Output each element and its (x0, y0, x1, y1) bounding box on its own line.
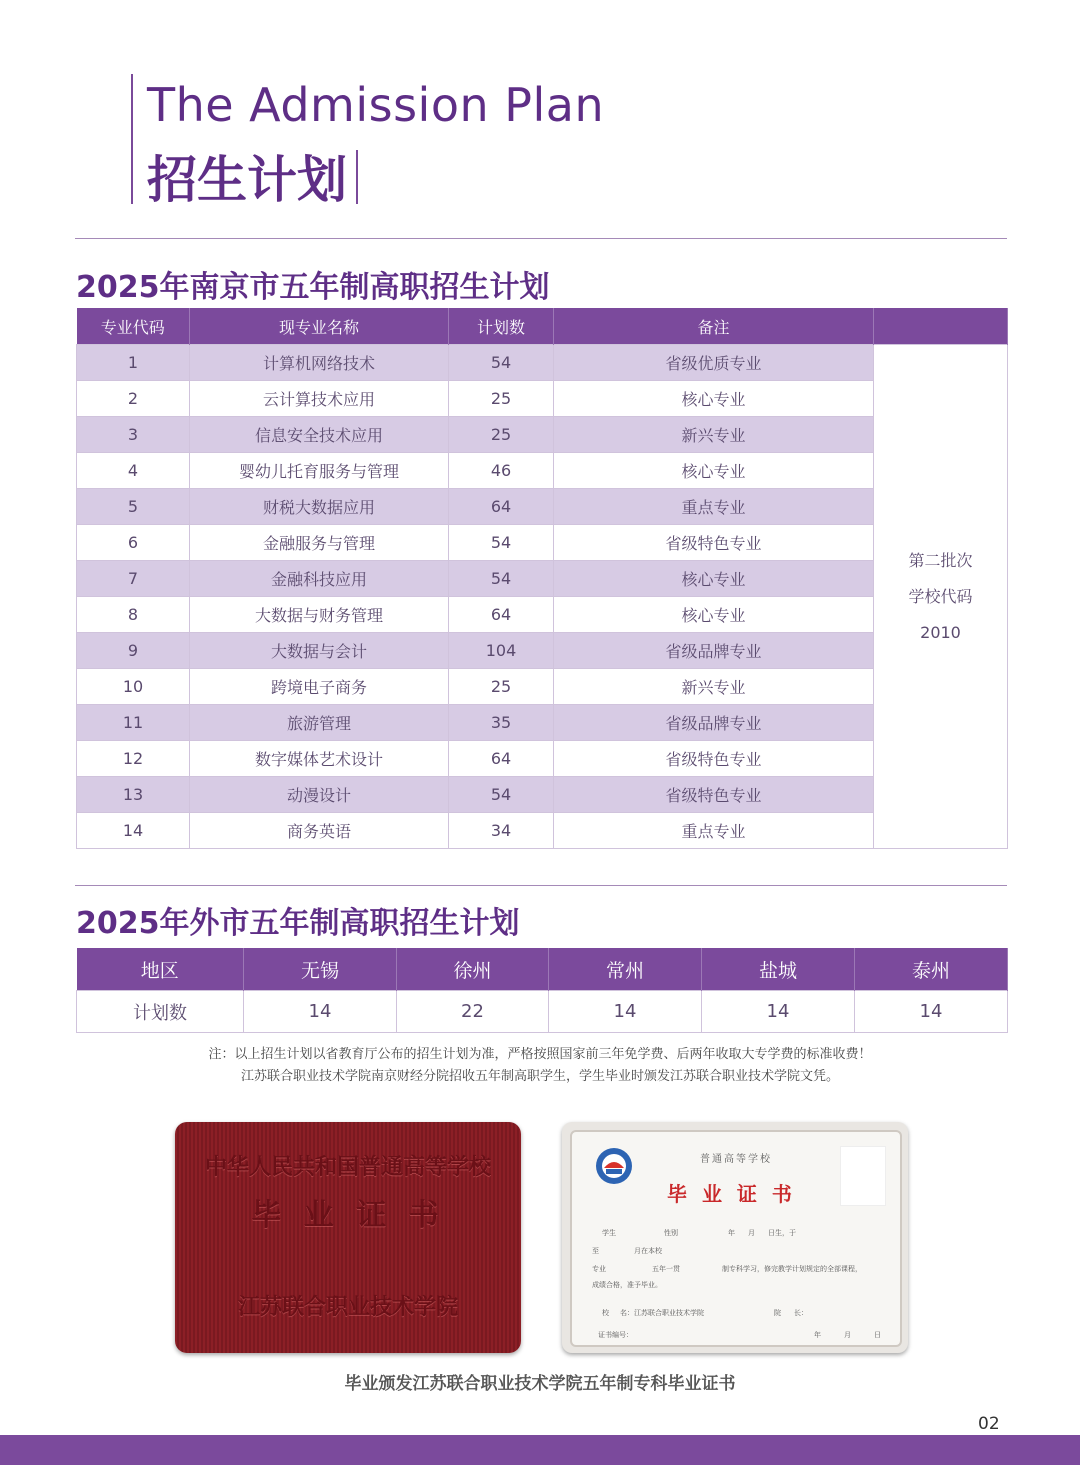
remark-cell: 省级特色专业 (554, 525, 874, 561)
school-emblem-icon (594, 1146, 634, 1186)
plan-count-cell: 54 (449, 561, 554, 597)
region-count-xuzhou: 22 (397, 991, 549, 1033)
remark-cell: 省级特色专业 (554, 777, 874, 813)
cert-year-label: 年 (728, 1229, 735, 1237)
title-accent-bar (131, 74, 133, 204)
cert-head-label: 院 (774, 1309, 781, 1317)
table-row (77, 453, 1008, 489)
region-name-wuxi: 无锡 (244, 948, 397, 991)
major-name-cell: 商务英语 (190, 813, 449, 849)
cert-study-text: 制专科学习，修完教学计划规定的全部课程， (722, 1265, 862, 1273)
cert-head-suffix: 长： (794, 1309, 808, 1317)
page-title-en: The Admission Plan (147, 78, 605, 132)
cert-cover-line-1: 中华人民共和国普通高等学校 (204, 1154, 491, 1180)
major-code-cell: 13 (77, 777, 190, 813)
nanjing-plan-body (77, 345, 1008, 849)
cert-inner-header: 普通高等学校 (700, 1154, 772, 1165)
remark-cell: 省级品牌专业 (554, 705, 874, 741)
cert-gender-label: 性别 (664, 1229, 678, 1237)
major-name-cell: 数字媒体艺术设计 (190, 741, 449, 777)
remark-cell: 省级特色专业 (554, 741, 874, 777)
region-header-row (77, 948, 1008, 991)
cert-duration: 五年一贯 (652, 1265, 680, 1273)
photo-placeholder (840, 1146, 886, 1206)
region-name-changzhou: 常州 (549, 948, 702, 991)
batch-note-school-code: 2010 (920, 622, 961, 642)
plan-count-cell: 54 (449, 777, 554, 813)
nanjing-plan-title: 2025年南京市五年制高职招生计划 (76, 270, 550, 305)
table-row (77, 561, 1008, 597)
cert-issue-day: 日 (874, 1331, 881, 1339)
plan-count-cell: 46 (449, 453, 554, 489)
certificate-red-cover (175, 1122, 521, 1353)
page-title-cn: 招生计划 (147, 151, 347, 209)
major-code-cell: 5 (77, 489, 190, 525)
plan-count-cell: 54 (449, 525, 554, 561)
col-header-note: 备注 (554, 308, 874, 345)
plan-count-cell: 54 (449, 345, 554, 381)
region-count-wuxi: 14 (244, 991, 397, 1033)
table-row (77, 489, 1008, 525)
major-name-cell: 大数据与财务管理 (190, 597, 449, 633)
col-header-code: 专业代码 (77, 308, 190, 345)
region-label: 地区 (77, 948, 244, 991)
cert-cover-line-2: 毕 业 证 书 (251, 1198, 445, 1233)
major-code-cell: 6 (77, 525, 190, 561)
plan-count-cell: 34 (449, 813, 554, 849)
major-code-cell: 11 (77, 705, 190, 741)
plan-count-cell: 64 (449, 489, 554, 525)
major-code-cell: 14 (77, 813, 190, 849)
page-number: 02 (978, 1414, 1000, 1434)
region-count-row (77, 991, 1008, 1033)
plan-count-cell: 25 (449, 381, 554, 417)
major-code-cell: 10 (77, 669, 190, 705)
plan-count-cell: 104 (449, 633, 554, 669)
remark-cell: 核心专业 (554, 453, 874, 489)
major-code-cell: 9 (77, 633, 190, 669)
footnote-line-1: 注：以上招生计划以省教育厅公布的招生计划为准，严格按照国家前三年免学费、后两年收取大专学费的标准收费！ (208, 1047, 872, 1062)
major-name-cell: 跨境电子商务 (190, 669, 449, 705)
cert-number-label: 证书编号： (598, 1331, 633, 1339)
cert-month-label: 月 (748, 1229, 755, 1237)
table-row (77, 525, 1008, 561)
remark-cell: 新兴专业 (554, 417, 874, 453)
table-row (77, 381, 1008, 417)
plan-count-cell: 64 (449, 741, 554, 777)
col-header-name: 现专业名称 (190, 308, 449, 345)
region-count-changzhou: 14 (549, 991, 702, 1033)
section-divider-other (75, 885, 1007, 886)
remark-cell: 省级优质专业 (554, 345, 874, 381)
region-name-xuzhou: 徐州 (397, 948, 549, 991)
count-label: 计划数 (77, 991, 244, 1033)
certificate-caption: 毕业颁发江苏联合职业技术学院五年制专科毕业证书 (344, 1374, 736, 1394)
major-code-cell: 3 (77, 417, 190, 453)
table-row (77, 741, 1008, 777)
section-divider-nanjing (75, 238, 1007, 239)
major-name-cell: 婴幼儿托育服务与管理 (190, 453, 449, 489)
major-name-cell: 计算机网络技术 (190, 345, 449, 381)
certificate-inner-border (570, 1130, 902, 1347)
remark-cell: 重点专业 (554, 489, 874, 525)
cert-issue-month: 月 (844, 1331, 851, 1339)
nanjing-plan-table (76, 308, 1008, 849)
major-name-cell: 财税大数据应用 (190, 489, 449, 525)
table-header-row (77, 308, 1008, 345)
footer-bar (0, 1435, 1080, 1465)
cert-born-label: 日生，于 (768, 1229, 796, 1237)
region-count-yancheng: 14 (702, 991, 855, 1033)
plan-count-cell: 35 (449, 705, 554, 741)
title-cursor-bar (356, 150, 358, 204)
footnote-line-2: 江苏联合职业技术学院南京财经分院招收五年制高职学生，学生毕业时颁发江苏联合职业技术学院文凭。 (240, 1069, 839, 1084)
remark-cell: 新兴专业 (554, 669, 874, 705)
plan-count-cell: 25 (449, 669, 554, 705)
table-row (77, 669, 1008, 705)
table-row (77, 417, 1008, 453)
cert-major-label: 专业 (592, 1265, 606, 1273)
remark-cell: 核心专业 (554, 381, 874, 417)
certificate-inner-page (562, 1122, 908, 1353)
other-plan-title: 2025年外市五年制高职招生计划 (76, 906, 520, 941)
cert-student-label: 学生 (602, 1229, 616, 1237)
region-count-taizhou: 14 (855, 991, 1008, 1033)
region-name-yancheng: 盐城 (702, 948, 855, 991)
major-code-cell: 4 (77, 453, 190, 489)
table-row (77, 813, 1008, 849)
batch-note-school-code-label: 学校代码 (908, 586, 973, 606)
cert-school-label: 校 (602, 1309, 609, 1317)
plan-count-cell: 25 (449, 417, 554, 453)
remark-cell: 重点专业 (554, 813, 874, 849)
remark-cell: 核心专业 (554, 561, 874, 597)
major-name-cell: 金融服务与管理 (190, 525, 449, 561)
region-name-taizhou: 泰州 (855, 948, 1008, 991)
col-header-count: 计划数 (449, 308, 554, 345)
cert-enter-label: 月在本校 (634, 1247, 662, 1255)
table-row (77, 633, 1008, 669)
table-row (77, 777, 1008, 813)
batch-note-cell (874, 345, 1008, 849)
cert-inner-title: 毕 业 证 书 (667, 1182, 796, 1206)
cert-issue-year: 年 (814, 1331, 821, 1339)
plan-count-cell: 64 (449, 597, 554, 633)
cert-school-name: 名：江苏联合职业技术学院 (620, 1309, 704, 1317)
remark-cell: 省级品牌专业 (554, 633, 874, 669)
col-header-extra (874, 308, 1008, 345)
major-code-cell: 1 (77, 345, 190, 381)
major-name-cell: 云计算技术应用 (190, 381, 449, 417)
table-row (77, 597, 1008, 633)
batch-note-batch: 第二批次 (908, 550, 973, 570)
major-code-cell: 2 (77, 381, 190, 417)
cert-from-label: 至 (592, 1247, 599, 1255)
major-code-cell: 8 (77, 597, 190, 633)
major-name-cell: 大数据与会计 (190, 633, 449, 669)
table-row (77, 705, 1008, 741)
cert-cover-line-3: 江苏联合职业技术学院 (237, 1294, 458, 1320)
remark-cell: 核心专业 (554, 597, 874, 633)
major-code-cell: 12 (77, 741, 190, 777)
major-name-cell: 信息安全技术应用 (190, 417, 449, 453)
other-cities-table (76, 948, 1008, 1033)
table-row (77, 345, 1008, 381)
cert-pass-text: 成绩合格，准予毕业。 (592, 1281, 662, 1289)
major-name-cell: 金融科技应用 (190, 561, 449, 597)
major-name-cell: 旅游管理 (190, 705, 449, 741)
major-name-cell: 动漫设计 (190, 777, 449, 813)
major-code-cell: 7 (77, 561, 190, 597)
